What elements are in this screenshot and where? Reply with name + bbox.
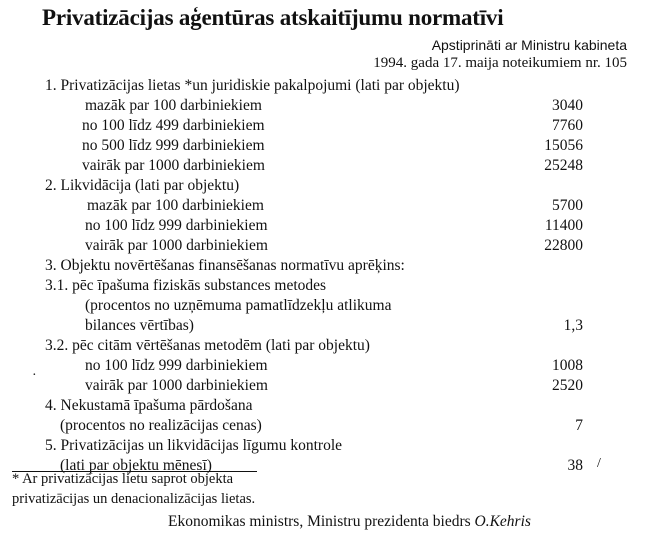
row-value: 5700 — [552, 197, 583, 214]
section-2-heading — [0, 177, 645, 195]
row-label: mazāk par 100 darbiniekiem — [85, 97, 262, 114]
section-3-2-heading — [0, 337, 645, 355]
footnote-line-2 — [0, 490, 645, 508]
row-label: 3.1. pēc īpašuma fiziskās substances metodes — [45, 277, 327, 294]
row-value: 7760 — [552, 117, 583, 134]
row-label: vairāk par 1000 darbiniekiem — [85, 377, 268, 394]
row-value: 22800 — [544, 237, 583, 254]
row-value: 7 — [575, 417, 583, 434]
row-label: no 500 līdz 999 darbiniekiem — [82, 137, 265, 154]
row-value: 25248 — [544, 157, 583, 174]
row-label: 5. Privatizācijas un likvidācijas līgumu kontrole — [45, 437, 343, 454]
table-row — [0, 197, 645, 215]
table-row — [0, 217, 645, 235]
row-label: 3. Objektu novērtēšanas finansēšanas normatīvu aprēķins: — [45, 257, 405, 274]
footnote-text: * Ar privatizācijas lietu saprot objekta — [12, 471, 234, 487]
row-label: no 100 līdz 999 darbiniekiem — [85, 217, 268, 234]
row-label: 1. Privatizācijas lietas *un juridiskie pakalpojumi (lati par objektu) — [45, 77, 460, 94]
table-row — [0, 117, 645, 135]
row-label: (procentos no realizācijas cenas) — [60, 417, 262, 434]
section-3-heading — [0, 257, 645, 275]
table-row — [0, 237, 645, 255]
signature-name: O.Kehris — [474, 513, 531, 530]
section-4-heading — [0, 397, 645, 415]
row-value: 1,3 — [563, 317, 583, 334]
table-row — [0, 377, 645, 395]
row-label: bilances vērtības) — [85, 317, 194, 334]
document-title: Privatizācijas aģentūras atskaitījumu normatīvi — [42, 5, 504, 30]
row-value: 2520 — [552, 377, 583, 394]
row-label: vairāk par 1000 darbiniekiem — [85, 237, 268, 254]
footnote-text: privatizācijas un denacionalizācijas lietas. — [12, 491, 256, 507]
row-value: 1008 — [552, 357, 583, 374]
section-1-heading — [0, 77, 645, 95]
row-label: (lati par objektu mēnesī) — [60, 457, 212, 474]
row-label: vairāk par 1000 darbiniekiem — [82, 157, 265, 174]
section-3-1-heading — [0, 277, 645, 295]
table-row — [0, 157, 645, 175]
table-row — [0, 417, 645, 435]
signature-line — [168, 513, 531, 531]
row-label: no 100 līdz 999 darbiniekiem — [85, 357, 268, 374]
row-value: 11400 — [544, 217, 583, 234]
table-row — [0, 97, 645, 115]
row-value: 15056 — [544, 137, 583, 154]
table-row — [0, 137, 645, 155]
row-value: 38 — [567, 457, 583, 474]
stray-dot: · — [32, 368, 37, 383]
row-label: 3.2. pēc citām vērtēšanas metodēm (lati par objektu) — [45, 337, 370, 354]
row-label: no 100 līdz 499 darbiniekiem — [82, 117, 265, 134]
stray-mark: / — [597, 456, 601, 471]
table-row — [0, 297, 645, 315]
row-value: 3040 — [552, 97, 583, 114]
section-5-heading — [0, 437, 645, 455]
table-row — [0, 317, 645, 335]
row-label: (procentos no uzņēmuma pamatlīdzekļu atlikuma — [85, 297, 392, 314]
footnote-line-1 — [0, 470, 645, 488]
approval-line-2: 1994. gada 17. maija noteikumiem nr. 105 — [373, 55, 627, 71]
row-label: mazāk par 100 darbiniekiem — [87, 197, 264, 214]
signature-title: Ekonomikas ministrs, Ministru prezidenta biedrs — [168, 513, 471, 530]
row-label: 4. Nekustamā īpašuma pārdošana — [45, 397, 253, 414]
table-row — [0, 357, 645, 375]
row-label: 2. Likvidācija (lati par objektu) — [45, 177, 240, 194]
approval-line-1: Apstiprināti ar Ministru kabineta — [431, 37, 627, 53]
